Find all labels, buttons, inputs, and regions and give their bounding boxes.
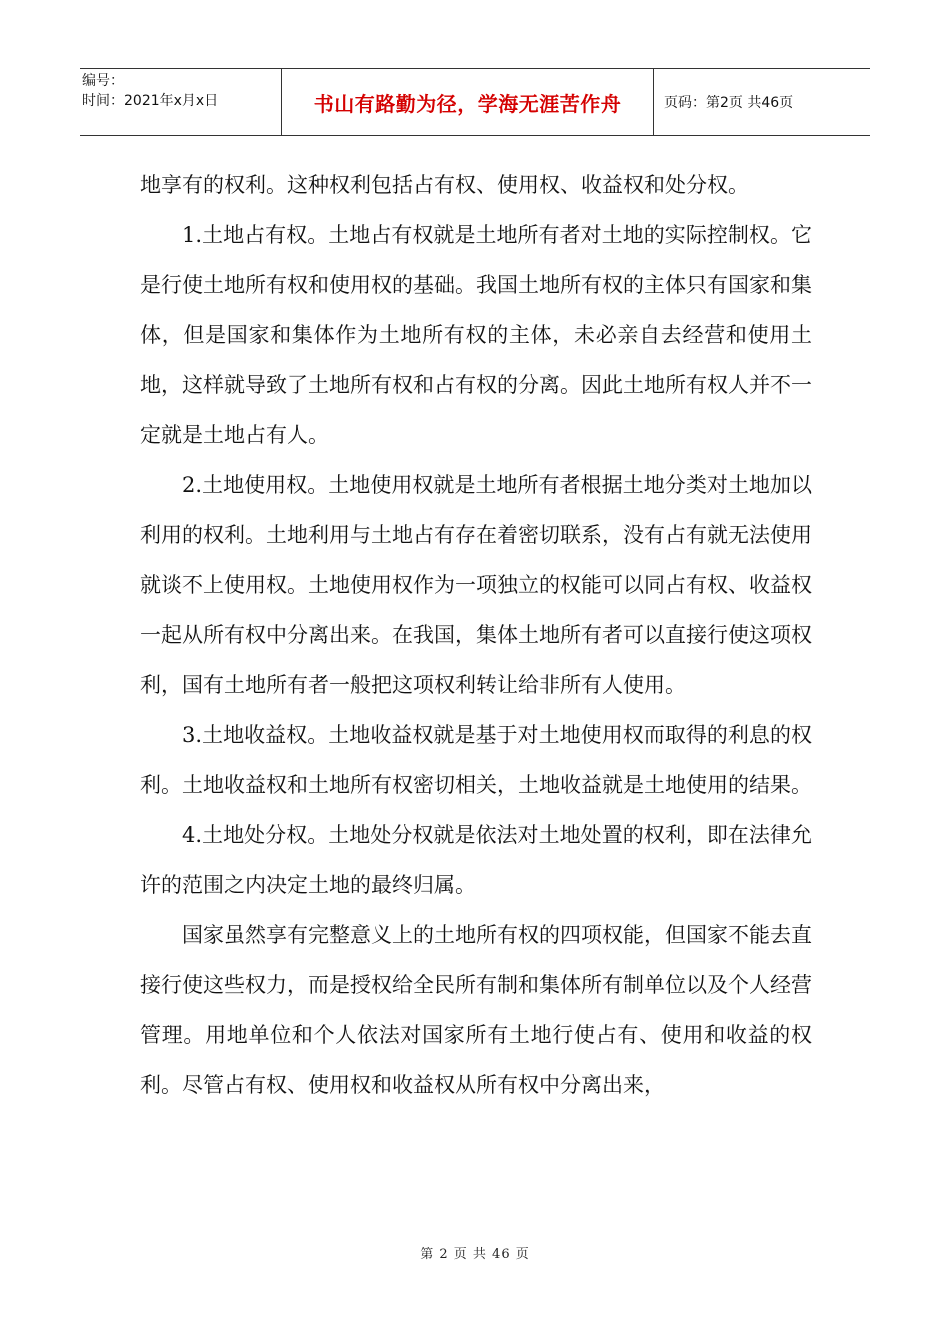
page-header	[80, 68, 870, 136]
paragraph-occupancy-right: 1.土地占有权。土地占有权就是土地所有者对土地的实际控制权。它是行使土地所有权和使用权的基础。我国土地所有权的主体只有国家和集体，但是国家和集体作为土地所有权的主体，未必亲自去经营和使用土地，这样就导致了土地所有权和占有权的分离。因此土地所有权人并不一定就是土地占有人。	[140, 223, 812, 447]
document-body	[140, 160, 812, 1110]
date-label: 时间：2021年x月x日	[82, 93, 219, 109]
page-footer: 第 2 页 共 46 页	[420, 1247, 530, 1262]
paragraph-use-right: 2.土地使用权。土地使用权就是土地所有者根据土地分类对土地加以利用的权利。土地利用与土地占有存在着密切联系，没有占有就无法使用就谈不上使用权。土地使用权作为一项独立的权能可以同占有权、收益权一起从所有权中分离出来。在我国，集体土地所有者可以直接行使这项权利，国有土地所有者一般把这项权利转让给非所有人使用。	[140, 473, 812, 697]
paragraph-disposal-right: 4.土地处分权。土地处分权就是依法对土地处置的权利，即在法律允许的范围之内决定土地的最终归属。	[140, 823, 812, 897]
header-motto: 书山有路勤为径，学海无涯苦作舟	[282, 69, 654, 135]
paragraph-state-ownership: 国家虽然享有完整意义上的土地所有权的四项权能，但国家不能去直接行使这些权力，而是授权给全民所有制和集体所有制单位以及个人经营管理。用地单位和个人依法对国家所有土地行使占有、使用和收益的权利。尽管占有权、使用权和收益权从所有权中分离出来，	[140, 923, 812, 1097]
header-page-label: 页码：第2页 共46页	[664, 95, 794, 111]
paragraph-income-right: 3.土地收益权。土地收益权就是基于对土地使用权而取得的利息的权利。土地收益权和土地所有权密切相关，土地收益就是土地使用的结果。	[140, 723, 812, 797]
paragraph-continued: 地享有的权利。这种权利包括占有权、使用权、收益权和处分权。	[140, 173, 749, 197]
header-info-cell	[80, 69, 282, 135]
number-label: 编号：	[82, 73, 124, 89]
